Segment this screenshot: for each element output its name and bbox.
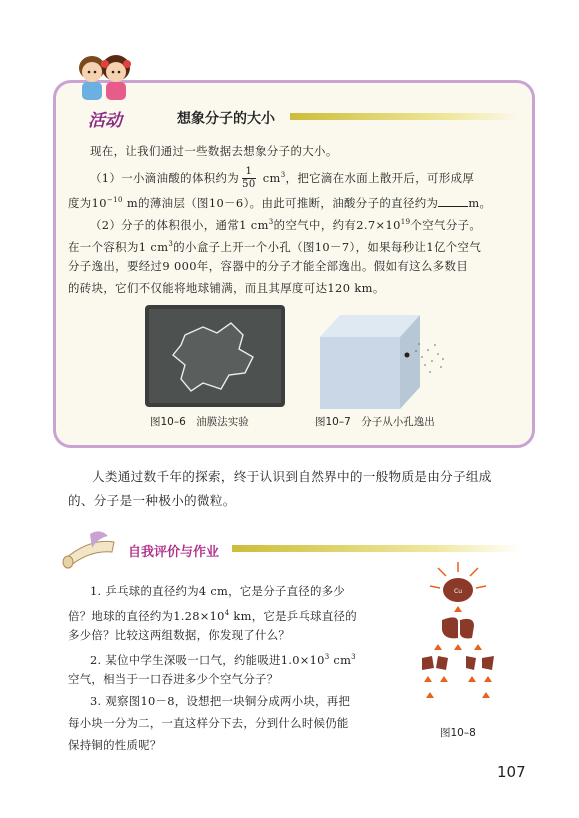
homework-title: 自我评价与作业 [128,545,220,560]
activity-label: 活动 [88,111,122,131]
activity-title: 想象分子的大小 [177,111,275,127]
svg-text:Cu: Cu [454,588,462,595]
oil-film-tray-image [145,305,285,407]
figure-10-6-caption: 图10–6 油膜法实验 [150,416,249,428]
question-3-line-3: 保持铜的性质呢？ [68,738,162,752]
activity-paragraph-2-line-4: 的砖块，它们不仅能将地球铺满，而且其厚度可达120 km。 [68,281,385,295]
activity-paragraph-2-line-3: 分子逸出，要经过9 000年，容器中的分子才能全部逸出。假如有这么多数目 [68,259,469,273]
copper-splitting-image [408,560,508,720]
question-3-line-2: 每小块一分为二，一直这样分下去，分到什么时候仍能 [68,716,349,730]
answer-blank[interactable] [438,194,468,207]
activity-intro: 现在，让我们通过一些数据去想象分子的大小。 [90,144,338,158]
question-1-line-2: 倍？地球的直径约为$1.28\times 10^4$ km，它是乒乓球直径的 [68,608,357,623]
body-line-1: 人类通过数千年的探索，终于认识到自然界中的一般物质是由分子组成 [92,469,492,484]
activity-paragraph-2-line-2: 在一个容积为1 $cm^3$的小盒子上开一个小孔（图10－7），如果每秒让1亿个空气 [68,239,482,254]
question-1-line-1: 1. 乒乓球的直径约为4 cm，它是分子直径的多少 [90,584,346,598]
figure-10-7-caption: 图10–7 分子从小孔逸出 [315,416,435,428]
figure-10-8-caption: 图10–8 [440,727,476,739]
activity-paragraph-1-line-1: （1）一小滴油酸的体积约为 $\frac{1}{50}$ $cm^3$，把它滴在水面上散开后，可形成厚 [90,166,475,191]
title-underline-bar [290,113,520,120]
question-2-line-1: 2. 某位中学生深吸一口气，约能吸进$1.0\times 10^3$ $cm^3$ [90,652,356,667]
homework-underline-bar [232,545,522,552]
volume-fraction: $\frac{1}{50}$ [242,166,256,191]
cube-with-hole-image [320,315,445,410]
question-1-line-3: 多少倍？比较这两组数据，你发现了什么？ [68,628,291,642]
activity-paragraph-2-line-1: （2）分子的体积很小，通常1 $cm^3$的空气中，约有$2.7\times 10^{19}$个空气分子。 [90,217,482,232]
activity-paragraph-1-line-2: 度为$10^{-10}$ m的薄油层（图10－6）。由此可推断，油酸分子的直径约为 m。 [68,195,492,210]
body-paragraph [68,465,492,513]
question-3-line-1: 3. 观察图10－8，设想把一块铜分成两小块，再把 [90,694,351,708]
page-number: 107 [497,763,526,781]
body-line-2: 的、分子是一种极小的微粒。 [68,493,236,508]
scroll-quill-icon [60,528,120,570]
question-2-line-2: 空气，相当于一口吞进多少个空气分子？ [68,672,279,686]
children-mascot-icon [72,52,136,104]
